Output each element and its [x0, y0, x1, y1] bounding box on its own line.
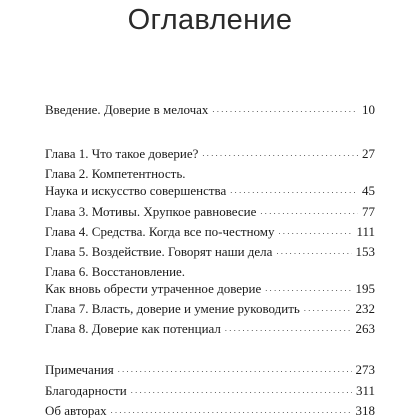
toc-entry-chapter-3[interactable] — [45, 203, 375, 220]
toc-dot-leader — [212, 104, 358, 114]
toc-entry-page-number: 263 — [355, 321, 375, 336]
toc-entry-chapter-1[interactable] — [45, 145, 375, 162]
toc-entry-page-number: 232 — [355, 301, 375, 316]
toc-entry-label: Примечания — [45, 362, 114, 377]
toc-entry-chapter-8[interactable] — [45, 320, 375, 337]
toc-dot-leader — [304, 303, 352, 313]
toc-dot-leader — [131, 385, 352, 395]
toc-entry-notes[interactable] — [45, 361, 375, 378]
toc-entry-introduction[interactable] — [45, 101, 375, 118]
toc-dot-leader — [111, 405, 352, 415]
toc-entry-page-number: 273 — [355, 362, 375, 377]
toc-entry-label: Глава 3. Мотивы. Хрупкое равновесие — [45, 204, 257, 219]
toc-entry-page-number: 153 — [355, 244, 375, 259]
toc-dot-leader — [279, 226, 353, 236]
toc-dot-leader — [118, 364, 352, 374]
toc-dot-leader — [260, 206, 358, 216]
page-title: Оглавление — [127, 4, 293, 36]
toc-entry-label: Наука и искусство совершенства — [45, 183, 227, 198]
toc-entry-about-authors[interactable] — [45, 402, 375, 419]
toc-entry-label: Введение. Доверие в мелочах — [45, 102, 209, 117]
toc-entry-page-number: 45 — [362, 183, 375, 198]
toc-entry-chapter-2-heading[interactable]: Глава 2. Компетентность. — [45, 166, 186, 181]
toc-dot-leader — [276, 246, 351, 256]
toc-entry-chapter-6-heading[interactable]: Глава 6. Восстановление. — [45, 264, 186, 279]
toc-entry-page-number: 311 — [355, 383, 375, 398]
toc-entry-chapter-7[interactable] — [45, 300, 375, 317]
toc-entry-label: Глава 5. Воздействие. Говорят наши дела — [45, 244, 273, 259]
toc-entry-label: Об авторах — [45, 403, 107, 418]
toc-dot-leader — [225, 323, 352, 333]
toc-entry-label: Глава 8. Доверие как потенциал — [45, 321, 221, 336]
toc-entry-page-number: 195 — [355, 281, 375, 296]
toc-entry-page-number: 318 — [355, 403, 375, 418]
toc-entry-acknowledgements[interactable] — [45, 382, 375, 399]
toc-entry-page-number: 10 — [362, 102, 375, 117]
toc-entry-label: Глава 4. Средства. Когда все по-честному — [45, 224, 275, 239]
toc-entry-chapter-6[interactable] — [45, 280, 375, 297]
toc-entry-page-number: 27 — [362, 146, 375, 161]
toc-entry-label: Как вновь обрести утраченное доверие — [45, 281, 262, 296]
toc-dot-leader — [265, 283, 351, 293]
toc-dot-leader — [230, 185, 358, 195]
toc-entry-label: Глава 7. Власть, доверие и умение руководить — [45, 301, 300, 316]
toc-entry-label: Благодарности — [45, 383, 127, 398]
toc-entry-page-number: 111 — [356, 224, 375, 239]
toc-entry-label: Глава 1. Что такое доверие? — [45, 146, 199, 161]
toc-dot-leader — [202, 148, 358, 158]
toc-entry-page-number: 77 — [362, 204, 375, 219]
toc-entry-chapter-4[interactable] — [45, 223, 375, 240]
toc-entry-chapter-2[interactable] — [45, 182, 375, 199]
toc-entry-chapter-5[interactable] — [45, 243, 375, 260]
